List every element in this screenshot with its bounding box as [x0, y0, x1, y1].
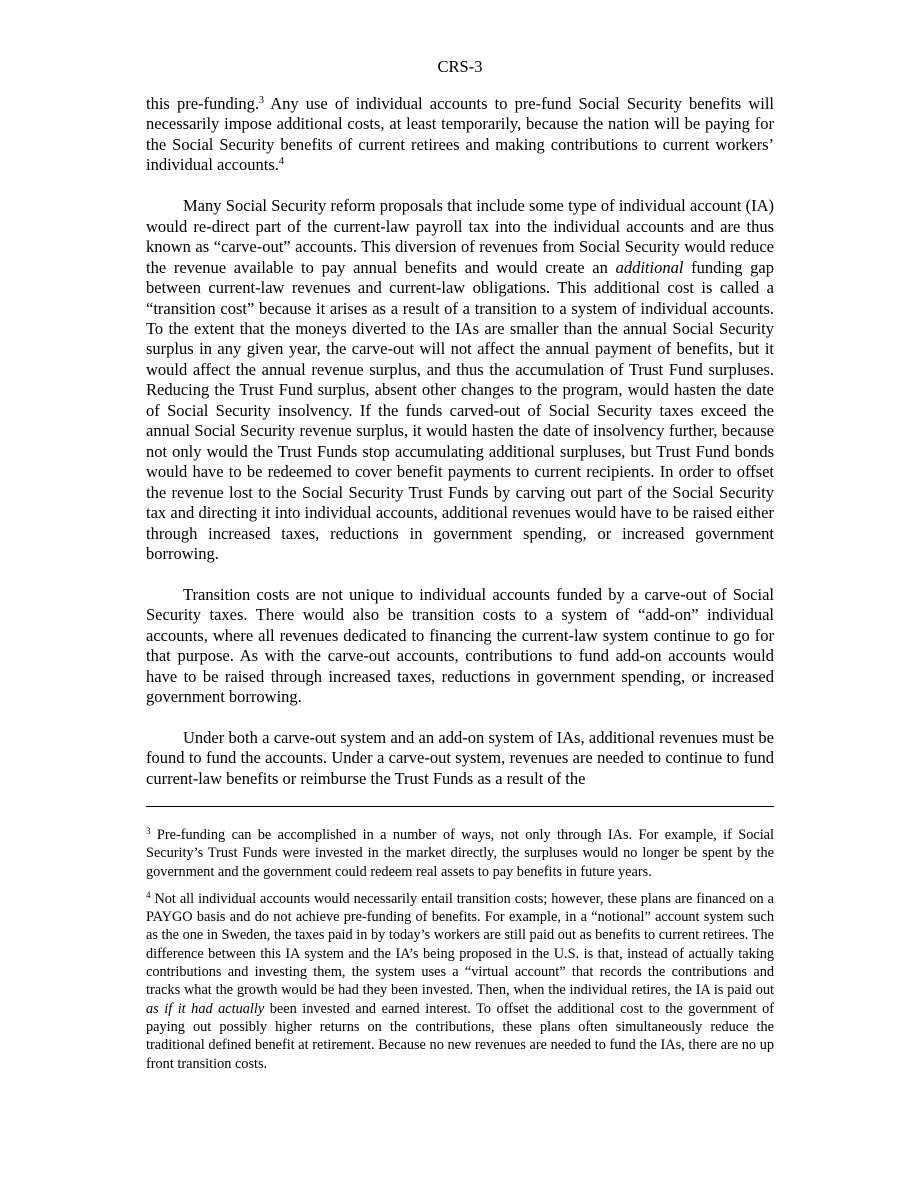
footnote-4-emphasis: as if it had actually	[146, 1000, 265, 1017]
paragraph-1-start: this pre-funding.	[146, 94, 259, 113]
paragraph-1	[146, 94, 774, 176]
footnote-4-text-rest: been invested and earned interest. To offset the additional cost to the government of paying out possibly higher returns on the contributions, these plans often simultaneously reduce the traditional defined benefit at retirement. Because no new revenues are needed to fund the IAs, there are no up front transition costs.	[146, 1000, 774, 1072]
paragraph-2-rest: funding gap between current-law revenues and current-law obligations. This additional cost is called a “transition cost” because it arises as a result of a transition to a system of individual accounts. To the extent that the moneys diverted to the IAs are smaller than the annual Social Security surplus in any given year, the carve-out will not affect the annual payment of benefits, but it would affect the annual revenue surplus, and thus the accumulation of Trust Fund surpluses. Reducing the Trust Fund surplus, absent other changes to the program, would hasten the date of Social Security insolvency. If the funds carved-out of Social Security taxes exceed the annual Social Security revenue surplus, it would hasten the date of insolvency further, because not only would the Trust Funds stop accumulating additional surpluses, but Trust Fund bonds would have to be redeemed to cover benefit payments to current recipients. In order to offset the revenue lost to the Social Security Trust Funds by carving out part of the Social Security tax and directing it into individual accounts, additional revenues would have to be raised either through increased taxes, reductions in government spending, or increased government borrowing.	[146, 257, 775, 563]
footnotes	[146, 826, 774, 1082]
footnote-4-text-start: Not all individual accounts would necessarily entail transition costs; however, these plans are financed on a PAYGO basis and do not achieve pre-funding of benefits. For example, in a “notional” account system such as the one in Sweden, the taxes paid in by today’s workers are still paid out as benefits to current retirees. The difference between this IA system and the IA’s being proposed in the U.S. is that, instead of actually taking contributions and investing them, the system uses a “virtual account” that records the contributions and tracks what the growth would be had they been invested. Then, when the individual retires, the IA is paid out	[146, 890, 774, 999]
footnote-4	[146, 890, 774, 1073]
footnote-3-text: Pre-funding can be accomplished in a number of ways, not only through IAs. For example, if Social Security’s Trust Funds were invested in the market directly, the surpluses would no longer be spent by the government and the government could redeem real assets to pay benefits in future years.	[146, 827, 774, 880]
footnote-3	[146, 826, 774, 881]
footnote-separator	[146, 806, 774, 807]
paragraph-1-rest: Any use of individual accounts to pre-fund Social Security benefits will necessarily impose additional costs, at least temporarily, because the nation will be paying for the Social Security benefits of current retirees and making contributions to current workers’ individual accounts.	[146, 94, 774, 175]
paragraph-4: Under both a carve-out system and an add-on system of IAs, additional revenues must be found to fund the accounts. Under a carve-out system, revenues are needed to continue to fund current-law benefits or reimburse the Trust Funds as a result of the	[146, 728, 774, 788]
paragraph-3: Transition costs are not unique to individual accounts funded by a carve-out of Social Security taxes. There would also be transition costs to a system of “add-on” individual accounts, where all revenues dedicated to financing the current-law system continue to go for that purpose. As with the carve-out accounts, contributions to fund add-on accounts would have to be raised through increased taxes, reductions in government spending, or increased government borrowing.	[146, 584, 774, 707]
footnote-4-number: 4	[146, 889, 151, 900]
body-text	[146, 94, 774, 789]
footnote-ref-3[interactable]: 3	[258, 95, 264, 106]
footnote-ref-4[interactable]: 4	[278, 156, 284, 168]
page-header: CRS-3	[437, 57, 483, 76]
paragraph-2	[146, 196, 774, 564]
footnote-3-number: 3	[146, 826, 151, 836]
paragraph-2-start: Many Social Security reform proposals that include some type of individual account (IA) would re-direct part of the current-law payroll tax into the individual accounts and are thus known as “carve-out” accounts. This diversion of revenues from Social Security would reduce the revenue available to pay annual benefits and would create an	[146, 196, 774, 277]
paragraph-2-emphasis: additional	[615, 257, 684, 277]
